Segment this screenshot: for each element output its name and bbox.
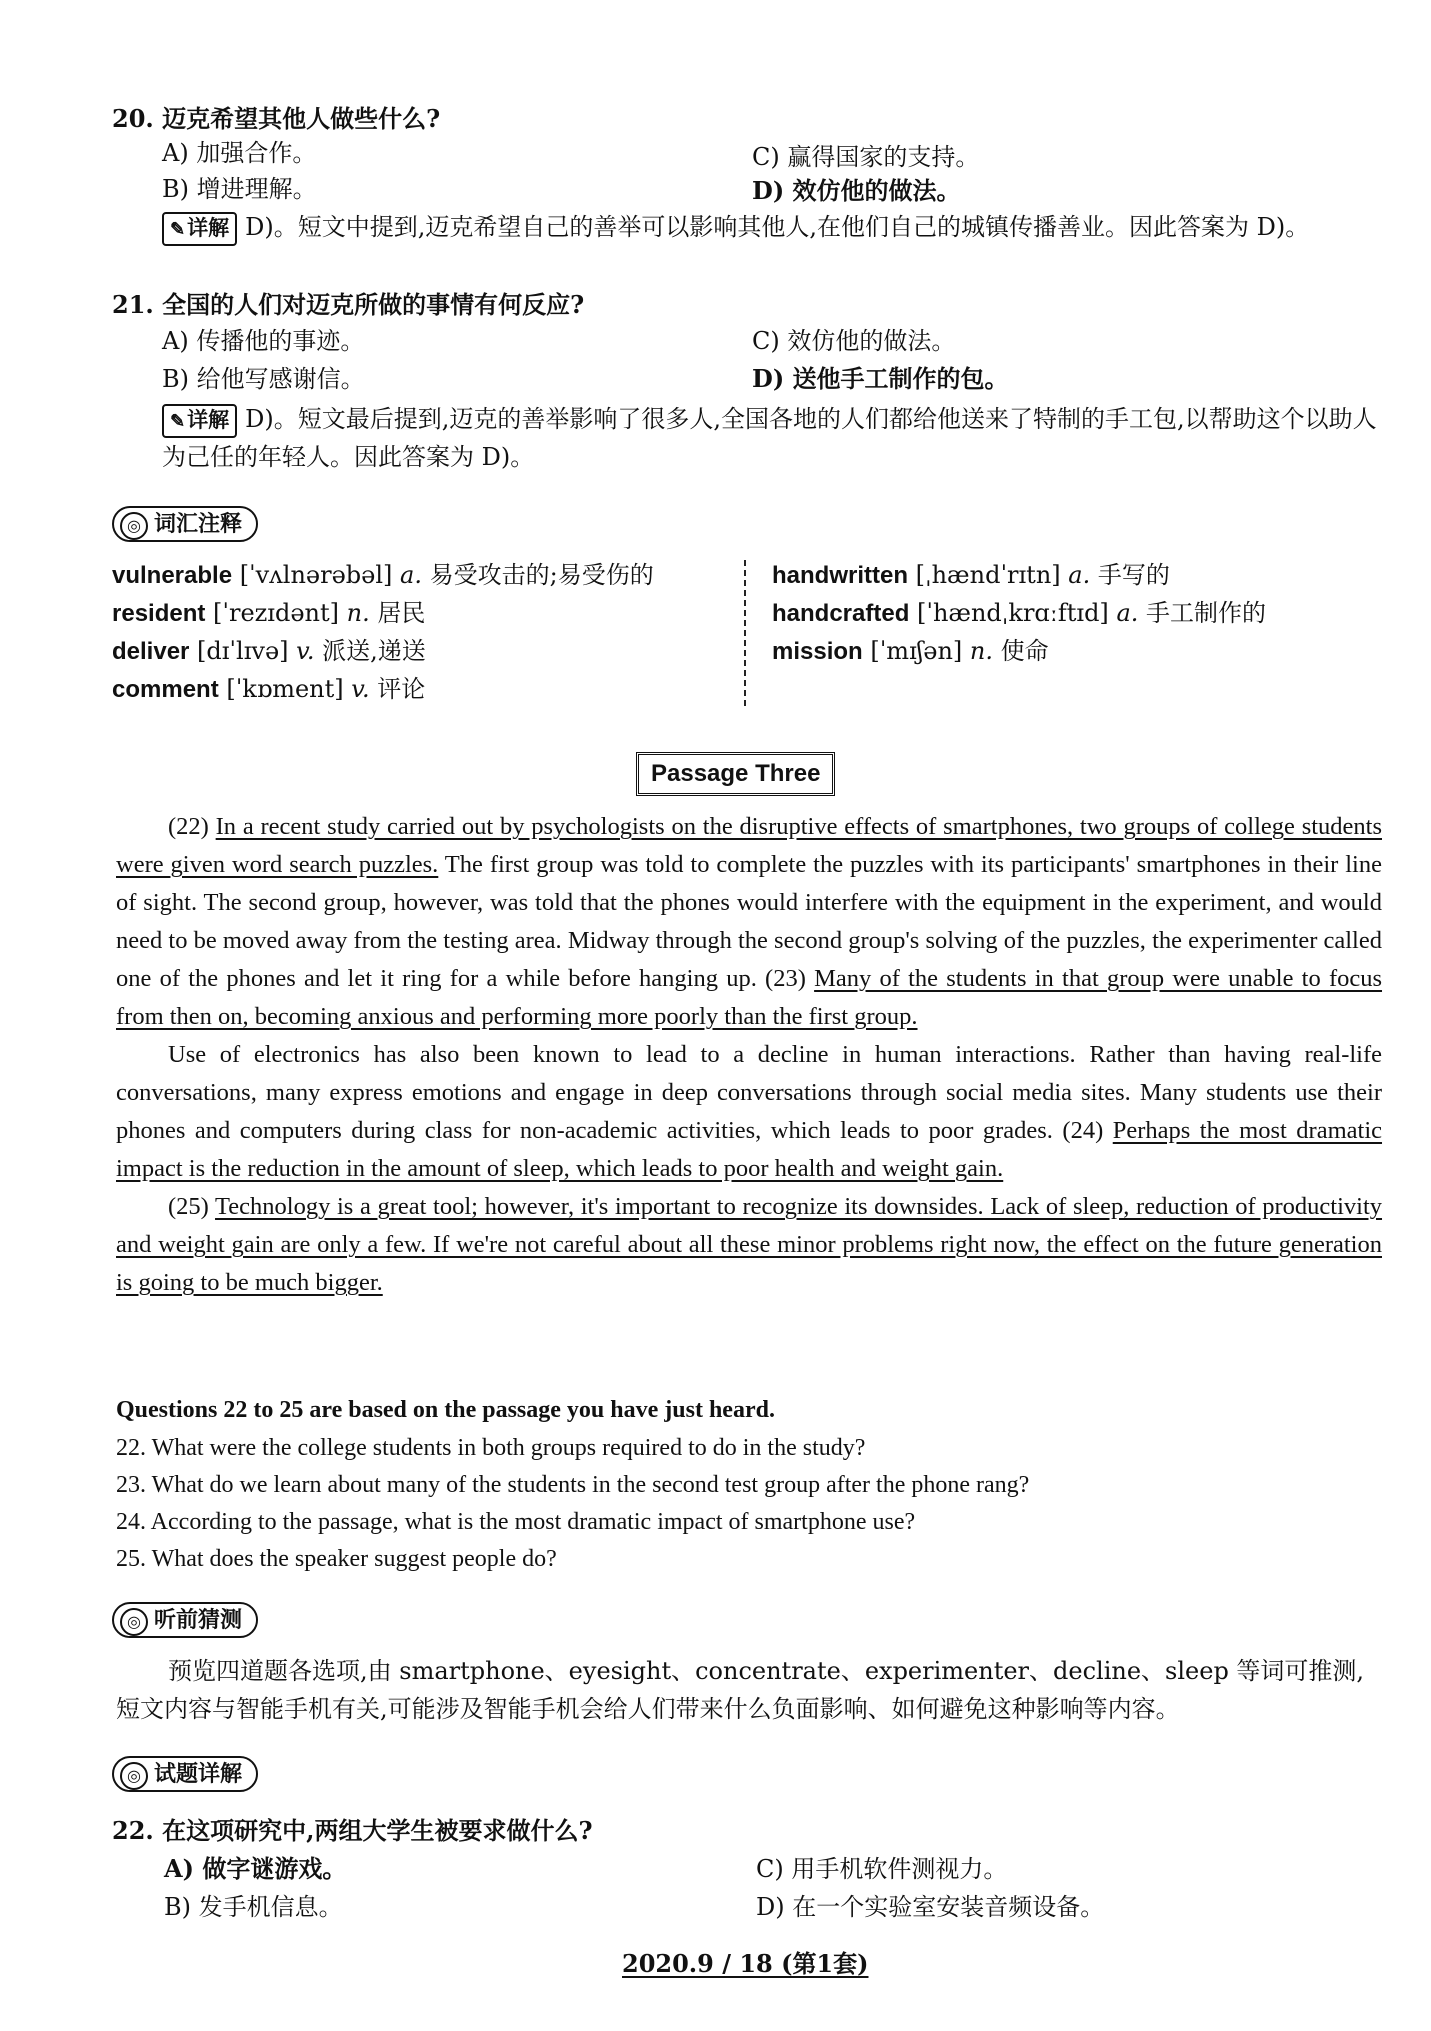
detail-tag: ✎详解: [162, 212, 237, 246]
vocab-word: mission: [772, 638, 863, 665]
question-item-25: 25. What does the speaker suggest people do?: [116, 1546, 557, 1572]
vocab-phonetic: [ˈrezɪdənt]: [213, 599, 340, 627]
q21-option-b: B) 给他写感谢信。: [162, 365, 365, 393]
vocab-section-label: 词汇注释: [154, 511, 243, 537]
marker-24: (24): [1062, 1117, 1104, 1144]
vocab-phonetic: [ˈvʌlnərəbəl]: [239, 561, 393, 589]
vocab-section-header: [112, 506, 258, 542]
prelisten-text: 预览四道题各选项,由 smartphone、eyesight、concentrate、experimenter、decline、sleep 等词可推测,短文内容与智能手机有关,可能涉及智能手机会给人们带来什么负面影响、如何避免这种影响等内容。: [116, 1657, 1365, 1723]
section-number-icon: ◎: [120, 1762, 148, 1790]
vocab-word: vulnerable: [112, 562, 233, 589]
prelisten-label: 听前猜测: [154, 1607, 243, 1633]
q21-detail: [162, 400, 1380, 476]
q20-detail-text: D)。短文中提到,迈克希望自己的善举可以影响其他人,在他们自己的城镇传播善业。因此答案为 D)。: [245, 213, 1310, 241]
question-20: 20. 迈克希望其他人做些什么?: [112, 104, 441, 133]
vocab-word: deliver: [112, 638, 190, 665]
vocab-phonetic: [ˌhændˈrɪtn]: [915, 561, 1061, 589]
vocab-pos: n.: [346, 599, 370, 627]
q20-option-d: D) 效仿他的做法。: [752, 176, 961, 205]
q21-option-a: A) 传播他的事迹。: [162, 327, 365, 355]
vocab-phonetic: [ˈmɪʃən]: [870, 637, 963, 665]
q21-option-c: C) 效仿他的做法。: [752, 327, 956, 355]
vocab-meaning: 评论: [377, 675, 426, 703]
vocab-word: handwritten: [772, 562, 908, 589]
q20-detail: [162, 208, 1380, 246]
vocab-pos: a.: [400, 561, 422, 589]
vocab-phonetic: [ˈhændˌkrɑːftɪd]: [917, 599, 1109, 627]
vocab-left-1: [112, 594, 425, 633]
vocab-word: resident: [112, 600, 206, 627]
question-item-22: 22. What were the college students in both groups required to do in the study?: [116, 1435, 866, 1461]
page-footer: 2020.9 / 18 (第1套): [622, 1949, 869, 1978]
marker-25: (25): [168, 1193, 209, 1220]
vocab-meaning: 易受攻击的;易受伤的: [429, 561, 654, 589]
vocab-word: handcrafted: [772, 600, 910, 627]
vocab-meaning: 居民: [377, 599, 426, 627]
vocab-phonetic: [ˈkɒment]: [226, 675, 344, 703]
vocab-right-1: [772, 594, 1266, 633]
vocab-pos: v.: [296, 637, 315, 665]
q22-option-c: C) 用手机软件测视力。: [756, 1855, 1008, 1883]
questions-header: Questions 22 to 25 are based on the passage you have just heard.: [116, 1397, 775, 1423]
underlined-answer-25: Technology is a great tool; however, it's important to recognize its downsides. Lack of sleep, reduction of productivity and weight gain are only a few. If we're not careful about all these minor problems right now, the effect on the future generation is going to be much bigger.: [116, 1193, 1383, 1296]
pencil-icon: ✎: [170, 219, 186, 240]
section-number-icon: ◎: [120, 1608, 148, 1636]
q21-detail-text: D)。短文最后提到,迈克的善举影响了很多人,全国各地的人们都给他送来了特制的手工包,以帮助这个以助人为己任的年轻人。因此答案为 D)。: [162, 405, 1377, 471]
vocab-pos: a.: [1068, 561, 1091, 589]
q22-option-b: B) 发手机信息。: [164, 1893, 343, 1921]
q20-option-c: C) 赢得国家的支持。: [752, 143, 980, 171]
vocab-word: comment: [112, 676, 219, 703]
vocab-left-3: [112, 670, 425, 709]
vocab-right-2: [772, 632, 1049, 671]
q22-option-d: D) 在一个实验室安装音频设备。: [756, 1893, 1105, 1921]
underlined-answer-22: In a recent study carried out by psychologists on the disruptive effects of smartphones, two groups of college students were given word search puzzles.: [116, 813, 1382, 878]
passage-body: [116, 808, 1382, 1302]
question-22-cn: 22. 在这项研究中,两组大学生被要求做什么?: [112, 1816, 593, 1845]
question-21: 21. 全国的人们对迈克所做的事情有何反应?: [112, 290, 585, 319]
vocab-left-0: [112, 556, 654, 595]
passage-title: Passage Three: [636, 752, 835, 796]
vocab-left-2: [112, 632, 426, 671]
explain-section-header: [112, 1756, 258, 1792]
vocab-right-0: [772, 556, 1170, 595]
explain-label: 试题详解: [154, 1761, 243, 1787]
vocab-pos: v.: [351, 675, 370, 703]
marker-22: (22): [168, 813, 209, 840]
underlined-answer-23: Many of the students in that group were unable to focus from then on, becoming anxious and performing more poorly than the first group.: [116, 965, 1383, 1030]
vocab-meaning: 手工制作的: [1146, 599, 1267, 627]
q21-option-d: D) 送他手工制作的包。: [752, 364, 1009, 393]
marker-23: (23): [765, 965, 806, 992]
vocab-meaning: 使命: [1000, 637, 1049, 665]
passage-paragraph-3: [116, 1188, 1382, 1302]
vocab-pos: a.: [1116, 599, 1139, 627]
paragraph-text: The first group was told to complete the puzzles with its participants' smartphones in their line of sight. The second group, however, was told that the phones would interfere with the equipment in the experiment, and would need to be moved away from the testing area. Midway through the second group's solving of the puzzles, the experimenter called one of the phones and let it ring for a while before hanging up.: [116, 851, 1382, 992]
passage-paragraph-2: [116, 1036, 1382, 1188]
vocab-divider: [744, 560, 746, 706]
vocab-pos: n.: [969, 637, 994, 665]
paragraph-text: Use of electronics has also been known to lead to a decline in human interactions. Rather than having real-life conversations, many express emotions and engage in deep conversations through social media sites. Many students use their phones and computers during class for non-academic activities, which leads to poor grades.: [116, 1041, 1382, 1144]
detail-tag: ✎详解: [162, 404, 237, 438]
passage-paragraph-1: [116, 808, 1382, 1036]
q20-option-a: A) 加强合作。: [162, 139, 317, 167]
question-item-23: 23. What do we learn about many of the students in the second test group after the phone rang?: [116, 1472, 1030, 1498]
vocab-meaning: 派送,递送: [322, 637, 426, 665]
vocab-phonetic: [dɪˈlɪvə]: [197, 637, 289, 665]
underlined-answer-24: Perhaps the most dramatic impact is the reduction in the amount of sleep, which leads to poor health and weight gain.: [116, 1117, 1383, 1182]
prelisten-section-header: [112, 1602, 258, 1638]
question-item-24: 24. According to the passage, what is the most dramatic impact of smartphone use?: [116, 1509, 916, 1535]
vocab-meaning: 手写的: [1097, 561, 1170, 589]
q22-option-a: A) 做字谜游戏。: [164, 1854, 347, 1883]
section-number-icon: ◎: [120, 512, 148, 540]
q20-option-b: B) 增进理解。: [162, 175, 317, 203]
pencil-icon: ✎: [170, 411, 186, 432]
